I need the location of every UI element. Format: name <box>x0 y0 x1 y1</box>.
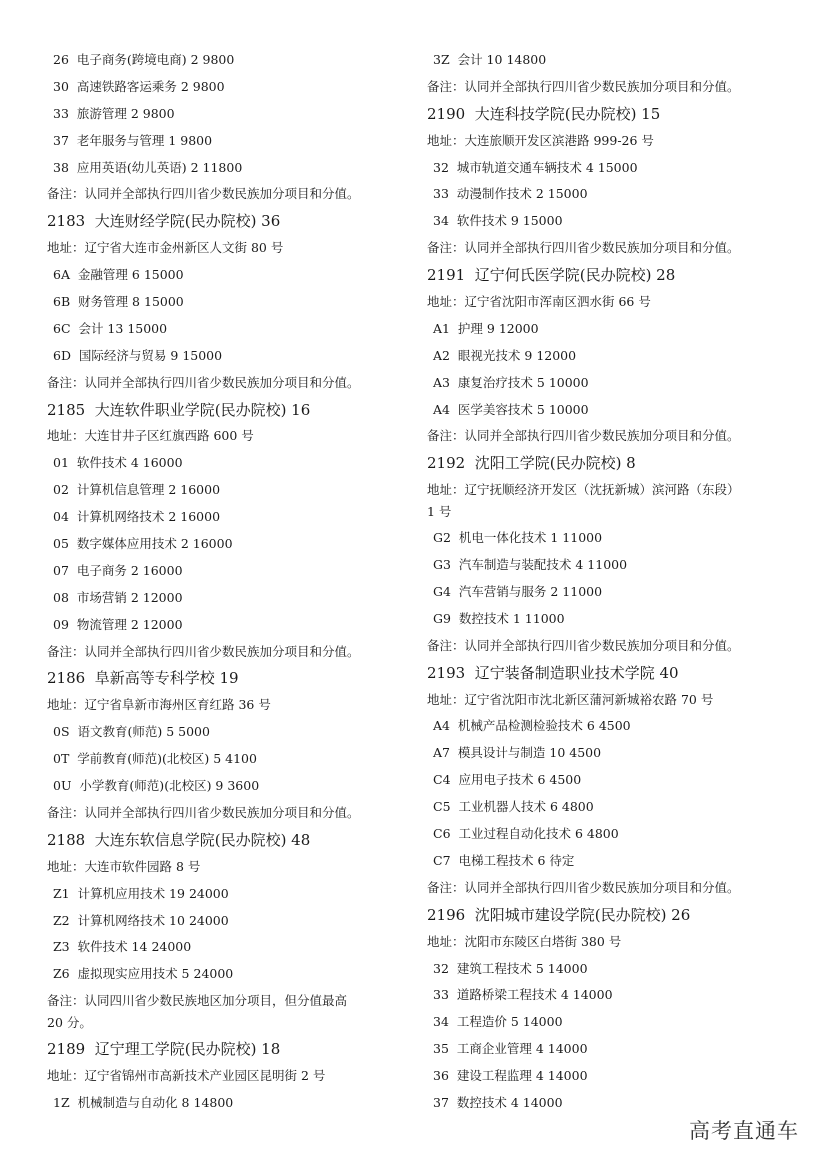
school-address: 地址：辽宁省阜新市海州区育红路 36 号 <box>47 697 271 713</box>
major-entry: 26 电子商务(跨境电商) 2 9800 <box>53 52 235 67</box>
major-entry: 0S 语文教育(师范) 5 5000 <box>53 724 210 740</box>
remark-note: 备注：认同并全部执行四川省少数民族加分项目和分值。 <box>427 879 740 895</box>
school-address: 地址：大连甘井子区红旗西路 600 号 <box>47 428 254 444</box>
major-entry: 6D 国际经济与贸易 9 15000 <box>53 347 223 363</box>
school-header: 2185 大连软件职业学院(民办院校) 16 <box>47 400 311 419</box>
major-entry: 05 数字媒体应用技术 2 16000 <box>53 536 233 552</box>
major-entry: Z2 计算机网络技术 10 24000 <box>53 912 229 928</box>
school-header: 2186 阜新高等专科学校 19 <box>47 669 239 688</box>
major-entry: 38 应用英语(幼儿英语) 2 11800 <box>53 159 243 175</box>
major-entry: G9 数控技术 1 11000 <box>433 610 565 626</box>
major-entry: 32 城市轨道交通车辆技术 4 15000 <box>433 159 638 175</box>
school-address: 地址：辽宁省锦州市高新技术产业园区昆明街 2 号 <box>47 1068 326 1084</box>
school-address: 地址：大连旅顺开发区滨港路 999-26 号 <box>427 132 654 148</box>
major-entry: 6B 财务管理 8 15000 <box>53 294 184 310</box>
watermark-text: 高考直通车 <box>689 1119 799 1143</box>
remark-note: 备注：认同并全部执行四川省少数民族加分项目和分值。 <box>47 643 360 659</box>
school-address: 地址：沈阳市东陵区白塔街 380 号 <box>427 933 622 949</box>
major-entry: 08 市场营销 2 12000 <box>53 589 183 605</box>
major-entry: C6 工业过程自动化技术 6 4800 <box>433 826 619 842</box>
remark-note: 备注：认同并全部执行四川省少数民族加分项目和分值。 <box>427 637 740 653</box>
remark-note: 备注：认同并全部执行四川省少数民族加分项目和分值。 <box>47 374 360 390</box>
major-entry: 01 软件技术 4 16000 <box>53 455 183 471</box>
major-entry: 6A 金融管理 6 15000 <box>53 267 184 283</box>
major-entry: 09 物流管理 2 12000 <box>53 616 183 632</box>
major-entry: A4 机械产品检测检验技术 6 4500 <box>433 718 631 734</box>
school-address: 地址：辽宁抚顺经济开发区（沈抚新城）滨河路（东段） 1 号 <box>427 482 740 520</box>
school-address: 地址：辽宁省沈阳市浑南区泗水街 66 号 <box>427 294 651 310</box>
major-entry: 33 动漫制作技术 2 15000 <box>433 186 588 202</box>
major-entry: 35 工商企业管理 4 14000 <box>433 1041 588 1057</box>
major-entry: A1 护理 9 12000 <box>433 320 539 336</box>
major-entry: C7 电梯工程技术 6 待定 <box>433 852 575 868</box>
major-entry: 0T 学前教育(师范)(北校区) 5 4100 <box>53 751 257 767</box>
major-entry: 34 软件技术 9 15000 <box>433 213 563 229</box>
remark-note: 备注：认同并全部执行四川省少数民族加分项目和分值。 <box>427 428 740 444</box>
school-header: 2188 大连东软信息学院(民办院校) 48 <box>47 830 311 849</box>
major-entry: C4 应用电子技术 6 4500 <box>433 772 582 788</box>
major-entry: G2 机电一体化技术 1 11000 <box>433 530 603 546</box>
major-entry: G4 汽车营销与服务 2 11000 <box>433 584 603 600</box>
major-entry: 3Z 会计 10 14800 <box>433 52 547 67</box>
major-entry: 04 计算机网络技术 2 16000 <box>53 509 221 525</box>
major-entry: A2 眼视光技术 9 12000 <box>433 347 577 363</box>
major-entry: 36 建设工程监理 4 14000 <box>433 1068 588 1084</box>
major-entry: G3 汽车制造与装配技术 4 11000 <box>433 557 628 573</box>
major-entry: 1Z 机械制造与自动化 8 14800 <box>53 1094 234 1110</box>
left-column <box>47 47 447 1117</box>
school-address: 地址：大连市软件园路 8 号 <box>47 858 201 874</box>
school-header: 2190 大连科技学院(民办院校) 15 <box>427 104 661 123</box>
school-address: 地址：辽宁省沈阳市沈北新区蒲河新城裕农路 70 号 <box>427 691 714 707</box>
major-entry: C5 工业机器人技术 6 4800 <box>433 799 594 815</box>
major-entry: 37 数控技术 4 14000 <box>433 1094 563 1110</box>
school-header: 2192 沈阳工学院(民办院校) 8 <box>427 454 636 473</box>
major-entry: 32 建筑工程技术 5 14000 <box>433 960 588 976</box>
major-entry: 02 计算机信息管理 2 16000 <box>53 482 221 498</box>
major-entry: 6C 会计 13 15000 <box>53 320 168 336</box>
major-entry: 07 电子商务 2 16000 <box>53 562 183 578</box>
major-entry: 33 道路桥梁工程技术 4 14000 <box>433 987 613 1003</box>
school-header: 2196 沈阳城市建设学院(民办院校) 26 <box>427 905 691 924</box>
school-address: 地址：辽宁省大连市金州新区人文街 80 号 <box>47 240 284 256</box>
major-entry: A3 康复治疗技术 5 10000 <box>433 374 589 390</box>
major-entry: Z1 计算机应用技术 19 24000 <box>53 885 229 901</box>
school-header: 2193 辽宁装备制造职业技术学院 40 <box>427 663 679 682</box>
remark-note: 备注：认同四川省少数民族地区加分项目，但分值最高 20 分。 <box>47 993 348 1031</box>
remark-note: 备注：认同并全部执行四川省少数民族加分项目和分值。 <box>427 78 740 94</box>
school-header: 2183 大连财经学院(民办院校) 36 <box>47 212 281 231</box>
school-header: 2191 辽宁何氏医学院(民办院校) 28 <box>427 266 676 285</box>
school-header: 2189 辽宁理工学院(民办院校) 18 <box>47 1040 281 1059</box>
major-entry: Z6 虚拟现实应用技术 5 24000 <box>53 966 234 982</box>
major-entry: 0U 小学教育(师范)(北校区) 9 3600 <box>53 778 260 794</box>
major-entry: 30 高速铁路客运乘务 2 9800 <box>53 78 225 94</box>
major-entry: 34 工程造价 5 14000 <box>433 1014 563 1030</box>
major-entry: 37 老年服务与管理 1 9800 <box>53 132 213 148</box>
remark-note: 备注：认同并全部执行四川省少数民族加分项目和分值。 <box>427 240 740 256</box>
major-entry: A7 模具设计与制造 10 4500 <box>433 745 602 761</box>
major-entry: A4 医学美容技术 5 10000 <box>433 401 589 417</box>
remark-note: 备注：认同并全部执行四川省少数民族加分项目和分值。 <box>47 186 360 202</box>
remark-note: 备注：认同并全部执行四川省少数民族加分项目和分值。 <box>47 804 360 820</box>
major-entry: 33 旅游管理 2 9800 <box>53 105 175 121</box>
right-column <box>427 47 827 1117</box>
major-entry: Z3 软件技术 14 24000 <box>53 939 192 955</box>
